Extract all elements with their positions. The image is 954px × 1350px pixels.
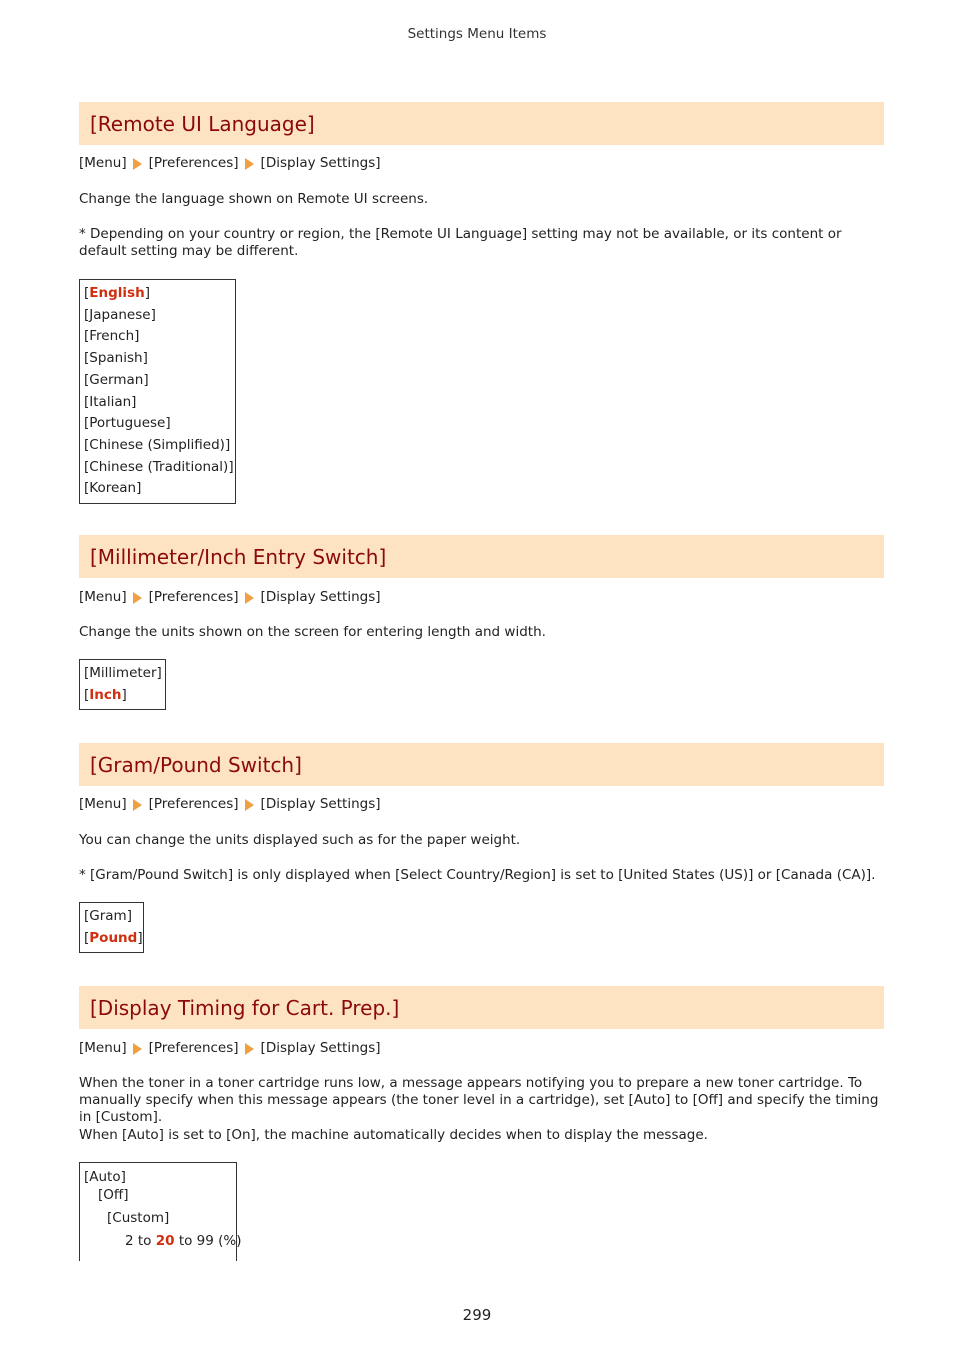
arrow-right-icon [245, 799, 254, 811]
option-custom: [Custom] [107, 1210, 170, 1226]
arrow-right-icon [245, 1043, 254, 1055]
section-description-auto: When [Auto] is set to [On], the machine automatically decides when to display the message. [79, 1127, 708, 1143]
breadcrumb-menu: [Menu] [79, 589, 127, 605]
breadcrumb-display-settings: [Display Settings] [260, 796, 381, 812]
option-german: [German] [84, 371, 149, 388]
breadcrumb-preferences: [Preferences] [148, 796, 239, 812]
breadcrumb [79, 589, 381, 605]
arrow-right-icon [133, 158, 142, 170]
options-box [79, 1162, 242, 1261]
option-pound: [Pound] [84, 929, 143, 946]
section-note: * [Gram/Pound Switch] is only displayed when [Select Country/Region] is set to [United States (US)] or [Canada (CA)]. [79, 867, 876, 883]
section-title-remote-ui-language: [Remote UI Language] [79, 102, 884, 145]
breadcrumb-menu: [Menu] [79, 796, 127, 812]
section-title-gram-pound: [Gram/Pound Switch] [79, 743, 884, 786]
option-korean: [Korean] [84, 480, 142, 497]
option-off: [Off] [98, 1187, 129, 1203]
option-gram: [Gram] [84, 908, 132, 924]
arrow-right-icon [133, 592, 142, 604]
arrow-right-icon [245, 158, 254, 170]
breadcrumb [79, 155, 381, 171]
breadcrumb-display-settings: [Display Settings] [260, 155, 381, 171]
option-chinese-simplified: [Chinese (Simplified)] [84, 436, 231, 453]
section-description: You can change the units displayed such as for the paper weight. [79, 832, 521, 848]
option-millimeter: [Millimeter] [84, 665, 162, 681]
breadcrumb-preferences: [Preferences] [148, 155, 239, 171]
default-value: 20 [155, 1233, 175, 1249]
arrow-right-icon [133, 799, 142, 811]
breadcrumb [79, 796, 381, 812]
default-value: Inch [89, 686, 122, 703]
arrow-right-icon [133, 1043, 142, 1055]
option-french: [French] [84, 328, 140, 345]
default-value: English [89, 285, 145, 301]
breadcrumb [79, 1040, 381, 1056]
breadcrumb-display-settings: [Display Settings] [260, 1040, 381, 1056]
section-title-millimeter-inch: [Millimeter/Inch Entry Switch] [79, 535, 884, 578]
breadcrumb-display-settings: [Display Settings] [260, 589, 381, 605]
breadcrumb-preferences: [Preferences] [148, 1040, 239, 1056]
option-inch: [Inch] [84, 686, 127, 703]
options-box [79, 659, 166, 710]
option-auto: [Auto] [84, 1169, 126, 1185]
breadcrumb-menu: [Menu] [79, 155, 127, 171]
section-description: Change the units shown on the screen for entering length and width. [79, 624, 546, 640]
default-value: Pound [89, 929, 138, 946]
option-chinese-traditional: [Chinese (Traditional)] [84, 458, 234, 475]
option-spanish: [Spanish] [84, 350, 148, 367]
option-japanese: [Japanese] [84, 306, 156, 323]
breadcrumb-preferences: [Preferences] [148, 589, 239, 605]
section-title-display-timing: [Display Timing for Cart. Prep.] [79, 986, 884, 1029]
running-header: Settings Menu Items [407, 26, 547, 42]
section-note: * Depending on your country or region, the [Remote UI Language] setting may not be available, or its content or default setting may be different. [79, 226, 842, 259]
options-box [79, 279, 236, 504]
options-box [79, 902, 144, 953]
option-custom-range: 2 to 20 to 99 (%) [125, 1233, 242, 1249]
option-portuguese: [Portuguese] [84, 415, 171, 432]
breadcrumb-menu: [Menu] [79, 1040, 127, 1056]
section-description: Change the language shown on Remote UI screens. [79, 191, 429, 207]
page-number: 299 [462, 1306, 492, 1324]
option-english: [English] [84, 285, 150, 301]
option-italian: [Italian] [84, 393, 137, 410]
section-description: When the toner in a toner cartridge runs low, a message appears notifying you to prepare a new toner cartridge. To manually specify when this message appears (the toner level in a cartridge), set [Auto] to [Off] and specify the timing in [Custom]. [79, 1075, 879, 1125]
arrow-right-icon [245, 592, 254, 604]
